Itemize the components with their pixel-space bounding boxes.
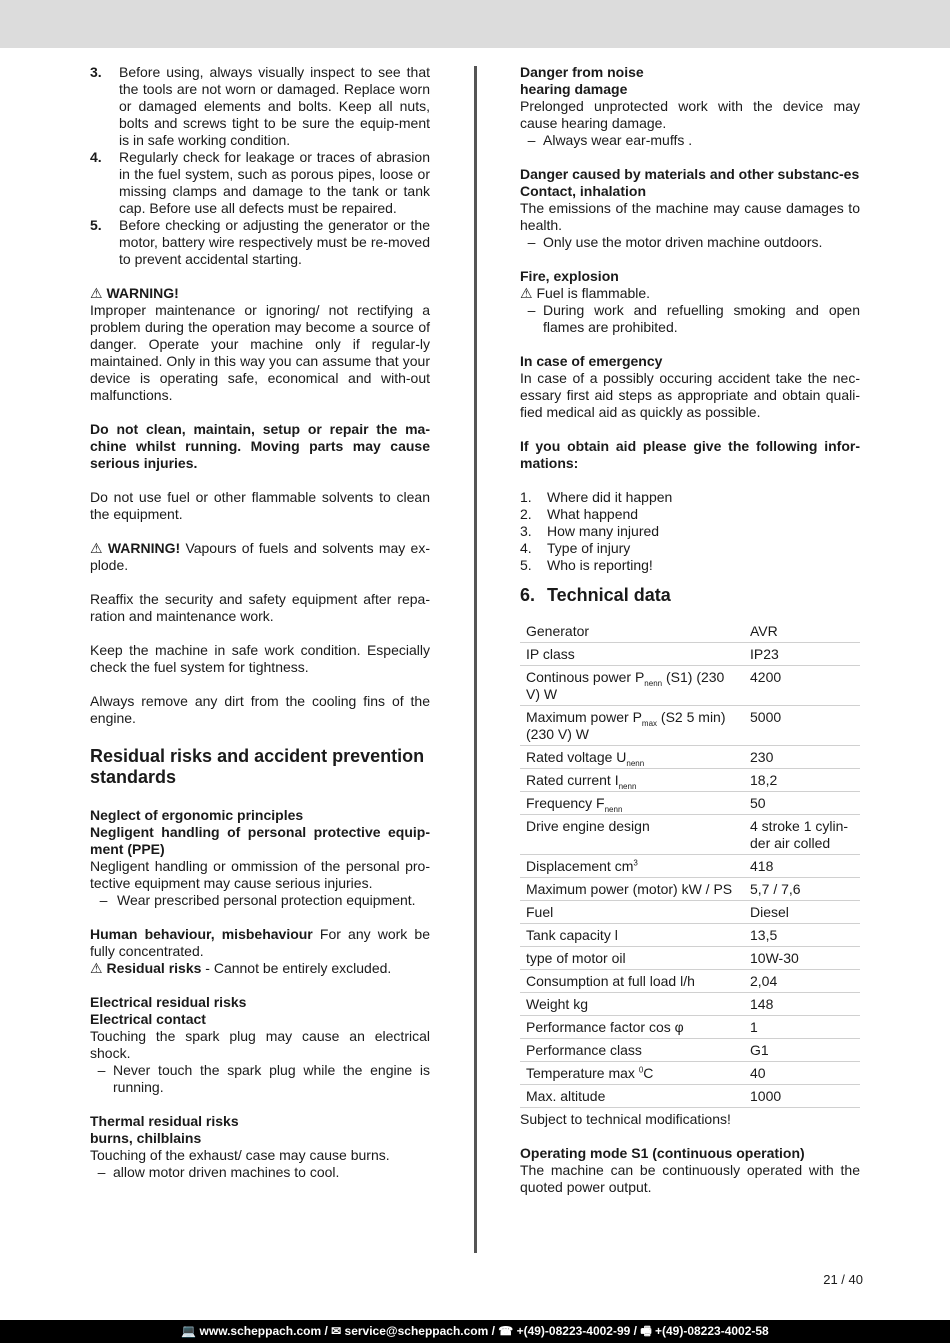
step-text: Regularly check for leakage or traces of abrasion in the fuel system, such as porous pipes, loose or missing clamps and damage to the tank or tank cap. Before use all defects must be repaired. <box>119 149 430 216</box>
spec-label: Fuel <box>520 901 744 924</box>
spec-value: 18,2 <box>744 769 860 792</box>
materials-heading: Danger caused by materials and other substanc-es <box>520 166 860 182</box>
list-item: – allow motor driven machines to cool. <box>90 1164 430 1181</box>
warning-text: Improper maintenance or ignoring/ not rectifying a problem during the operation may become a source of danger. Operate your machine only if regular-ly maintained. Only in this way you can assume that your device is operating safe, economical and with-out malfunctions. <box>90 302 430 403</box>
table-row <box>520 643 860 666</box>
list-item: – Wear prescribed personal protection equipment. <box>90 892 430 909</box>
table-row <box>520 878 860 901</box>
spec-label: Frequency $F_{nenn}$ <box>520 792 744 815</box>
dash-bullet: – <box>99 892 108 908</box>
fire-heading: Fire, explosion <box>520 268 619 284</box>
warning-triangle-icon: ⚠ <box>90 540 103 556</box>
step-text: Before checking or adjusting the generator or the motor, battery wire respectively must be re-moved to prevent accidental starting. <box>119 217 430 267</box>
noise-text: Prelonged unprotected work with the device may cause hearing damage. <box>520 98 860 131</box>
spec-value: AVR <box>744 620 860 643</box>
dash-bullet: – <box>97 1164 106 1180</box>
table-row <box>520 970 860 993</box>
inhalation-heading: Contact, inhalation <box>520 183 646 199</box>
table-row <box>520 1062 860 1085</box>
spec-label: Generator <box>520 620 744 643</box>
ppe-heading: Negligent handling of personal protective equip-ment (PPE) <box>90 824 430 857</box>
step-item <box>90 149 430 217</box>
table-row <box>520 993 860 1016</box>
ppe-text: Negligent handling or ommission of the personal pro-tective equipment may cause serious injuries. <box>90 858 430 891</box>
spec-label: Maximum power (motor) kW / PS <box>520 878 744 901</box>
spec-label: Temperature max $^0$C <box>520 1062 744 1085</box>
materials-text: The emissions of the machine may cause damages to health. <box>520 200 860 233</box>
spec-value: 40 <box>744 1062 860 1085</box>
spec-label: Drive engine design <box>520 815 744 855</box>
table-row <box>520 620 860 643</box>
left-column <box>90 64 430 1181</box>
list-item: 1. Where did it happen <box>520 489 673 505</box>
list-item: – Always wear ear-muffs . <box>520 132 860 149</box>
dash-bullet: – <box>97 1062 106 1078</box>
spec-value: 50 <box>744 792 860 815</box>
table-row <box>520 1085 860 1108</box>
human-behaviour: Human behaviour, misbehaviour For any work be fully concentrated. <box>90 926 430 959</box>
spec-label: Continous power $P_{nenn}$ (S1) (230 V) W <box>520 666 744 706</box>
list-item: – Only use the motor driven machine outdoors. <box>520 234 860 251</box>
table-row <box>520 746 860 769</box>
table-row <box>520 706 860 746</box>
remove-dirt-text: Always remove any dirt from the cooling fins of the engine. <box>90 693 430 726</box>
step-number: 4. <box>90 149 102 165</box>
step-number: 3. <box>90 64 102 80</box>
dash-bullet: – <box>527 234 536 250</box>
table-row <box>520 1039 860 1062</box>
spec-label: Rated voltage $U_{nenn}$ <box>520 746 744 769</box>
spec-value: 148 <box>744 993 860 1016</box>
table-row <box>520 855 860 878</box>
residual-risks-heading: Residual risks and accident prevention standards <box>90 746 425 787</box>
spec-label: Performance class <box>520 1039 744 1062</box>
hearing-heading: hearing damage <box>520 81 628 97</box>
spec-value: 418 <box>744 855 860 878</box>
spec-value: 5000 <box>744 706 860 746</box>
burns-heading: burns, chilblains <box>90 1130 202 1146</box>
fire-text: ⚠ Fuel is flammable. <box>520 285 651 301</box>
technical-data-heading: 6. Technical data <box>520 585 671 605</box>
spec-value: 13,5 <box>744 924 860 947</box>
electrical-heading: Electrical residual risks <box>90 994 247 1010</box>
spec-label: Rated current $I_{nenn}$ <box>520 769 744 792</box>
s1-heading: Operating mode S1 (continuous operation) <box>520 1145 805 1161</box>
spec-value: 4200 <box>744 666 860 706</box>
spec-label: IP class <box>520 643 744 666</box>
spec-value: 4 stroke 1 cylin-der air colled <box>744 815 860 855</box>
table-row <box>520 815 860 855</box>
spec-value: 2,04 <box>744 970 860 993</box>
spec-label: type of motor oil <box>520 947 744 970</box>
list-item: – During work and refuelling smoking and open flames are prohibited. <box>520 302 860 336</box>
s1-text: The machine can be continuously operated with the quoted power output. <box>520 1162 860 1195</box>
page-number: 21 / 40 <box>823 1272 863 1287</box>
dash-bullet: – <box>527 302 536 318</box>
warning-triangle-icon: ⚠ <box>90 285 103 301</box>
spec-label: Performance factor cos φ <box>520 1016 744 1039</box>
technical-data-table <box>520 620 860 1108</box>
list-item: 3. How many injured <box>520 523 660 539</box>
electrical-text: Touching the spark plug may cause an electrical shock. <box>90 1028 430 1061</box>
spec-value: 1 <box>744 1016 860 1039</box>
spec-value: 10W-30 <box>744 947 860 970</box>
warning-triangle-icon: ⚠ <box>90 960 103 976</box>
ergonomic-heading: Neglect of ergonomic principles <box>90 807 304 823</box>
spec-value: G1 <box>744 1039 860 1062</box>
electrical-contact-heading: Electrical contact <box>90 1011 206 1027</box>
top-band <box>0 0 950 48</box>
step-number: 5. <box>90 217 102 233</box>
spec-label: Maximum power $P_{max}$ (S2 5 min) (230 V) W <box>520 706 744 746</box>
spec-value: 1000 <box>744 1085 860 1108</box>
table-row <box>520 901 860 924</box>
table-row <box>520 947 860 970</box>
step-text: Before using, always visually inspect to see that the tools are not worn or damaged. Replace worn or damaged elements and bolts. Keep all nuts, bolts and screws tight to be sure the equip-ment is in safe working condition. <box>119 64 430 148</box>
spec-label: Max. altitude <box>520 1085 744 1108</box>
reaffix-text: Reaffix the security and safety equipment after repa-ration and maintenance work. <box>90 591 430 624</box>
step-item <box>90 217 430 268</box>
noise-heading: Danger from noise <box>520 64 644 80</box>
residual-risks-note: ⚠ Residual risks - Cannot be entirely excluded. <box>90 960 392 976</box>
emergency-text: In case of a possibly occuring accident take the nec-essary first aid steps as appropriate and obtain quali-fied medical aid as quickly as possible. <box>520 370 860 420</box>
fuel-notice: Do not use fuel or other flammable solvents to clean the equipment. <box>90 489 430 522</box>
emergency-heading: In case of emergency <box>520 353 663 369</box>
spec-label: Displacement $cm^3$ <box>520 855 744 878</box>
footer-contact: 💻 www.scheppach.com / ✉ service@scheppach.com / ☎ +(49)-08223-4002-99 / 🖷 +(49)-08223-4002-58 <box>0 1320 950 1343</box>
spec-label: Weight kg <box>520 993 744 1016</box>
column-divider <box>474 66 477 1253</box>
step-item <box>90 64 430 149</box>
table-row <box>520 666 860 706</box>
dash-bullet: – <box>527 132 536 148</box>
warning-triangle-icon: ⚠ <box>520 285 533 301</box>
table-row <box>520 769 860 792</box>
aid-heading: If you obtain aid please give the following infor-mations: <box>520 438 860 471</box>
table-row <box>520 924 860 947</box>
spec-value: Diesel <box>744 901 860 924</box>
spec-label: Consumption at full load l/h <box>520 970 744 993</box>
warning-heading: ⚠ WARNING! <box>90 285 179 301</box>
list-item: – Never touch the spark plug while the engine is running. <box>90 1062 430 1096</box>
spec-value: 230 <box>744 746 860 769</box>
list-item: 4. Type of injury <box>520 540 631 556</box>
spec-value: 5,7 / 7,6 <box>744 878 860 901</box>
spec-value: IP23 <box>744 643 860 666</box>
thermal-heading: Thermal residual risks <box>90 1113 239 1129</box>
table-row <box>520 792 860 815</box>
list-item: 5. Who is reporting! <box>520 557 653 573</box>
thermal-text: Touching of the exhaust/ case may cause burns. <box>90 1147 390 1163</box>
list-item: 2. What happend <box>520 506 639 522</box>
keep-text: Keep the machine in safe work condition. Especially check the fuel system for tightness. <box>90 642 430 675</box>
vapour-warning: ⚠ WARNING! Vapours of fuels and solvents may ex-plode. <box>90 540 431 573</box>
subject-note: Subject to technical modifications! <box>520 1111 731 1127</box>
spec-label: Tank capacity l <box>520 924 744 947</box>
table-row <box>520 1016 860 1039</box>
right-column <box>520 64 860 1196</box>
bold-notice: Do not clean, maintain, setup or repair the ma-chine whilst running. Moving parts may cause serious injuries. <box>90 421 430 471</box>
